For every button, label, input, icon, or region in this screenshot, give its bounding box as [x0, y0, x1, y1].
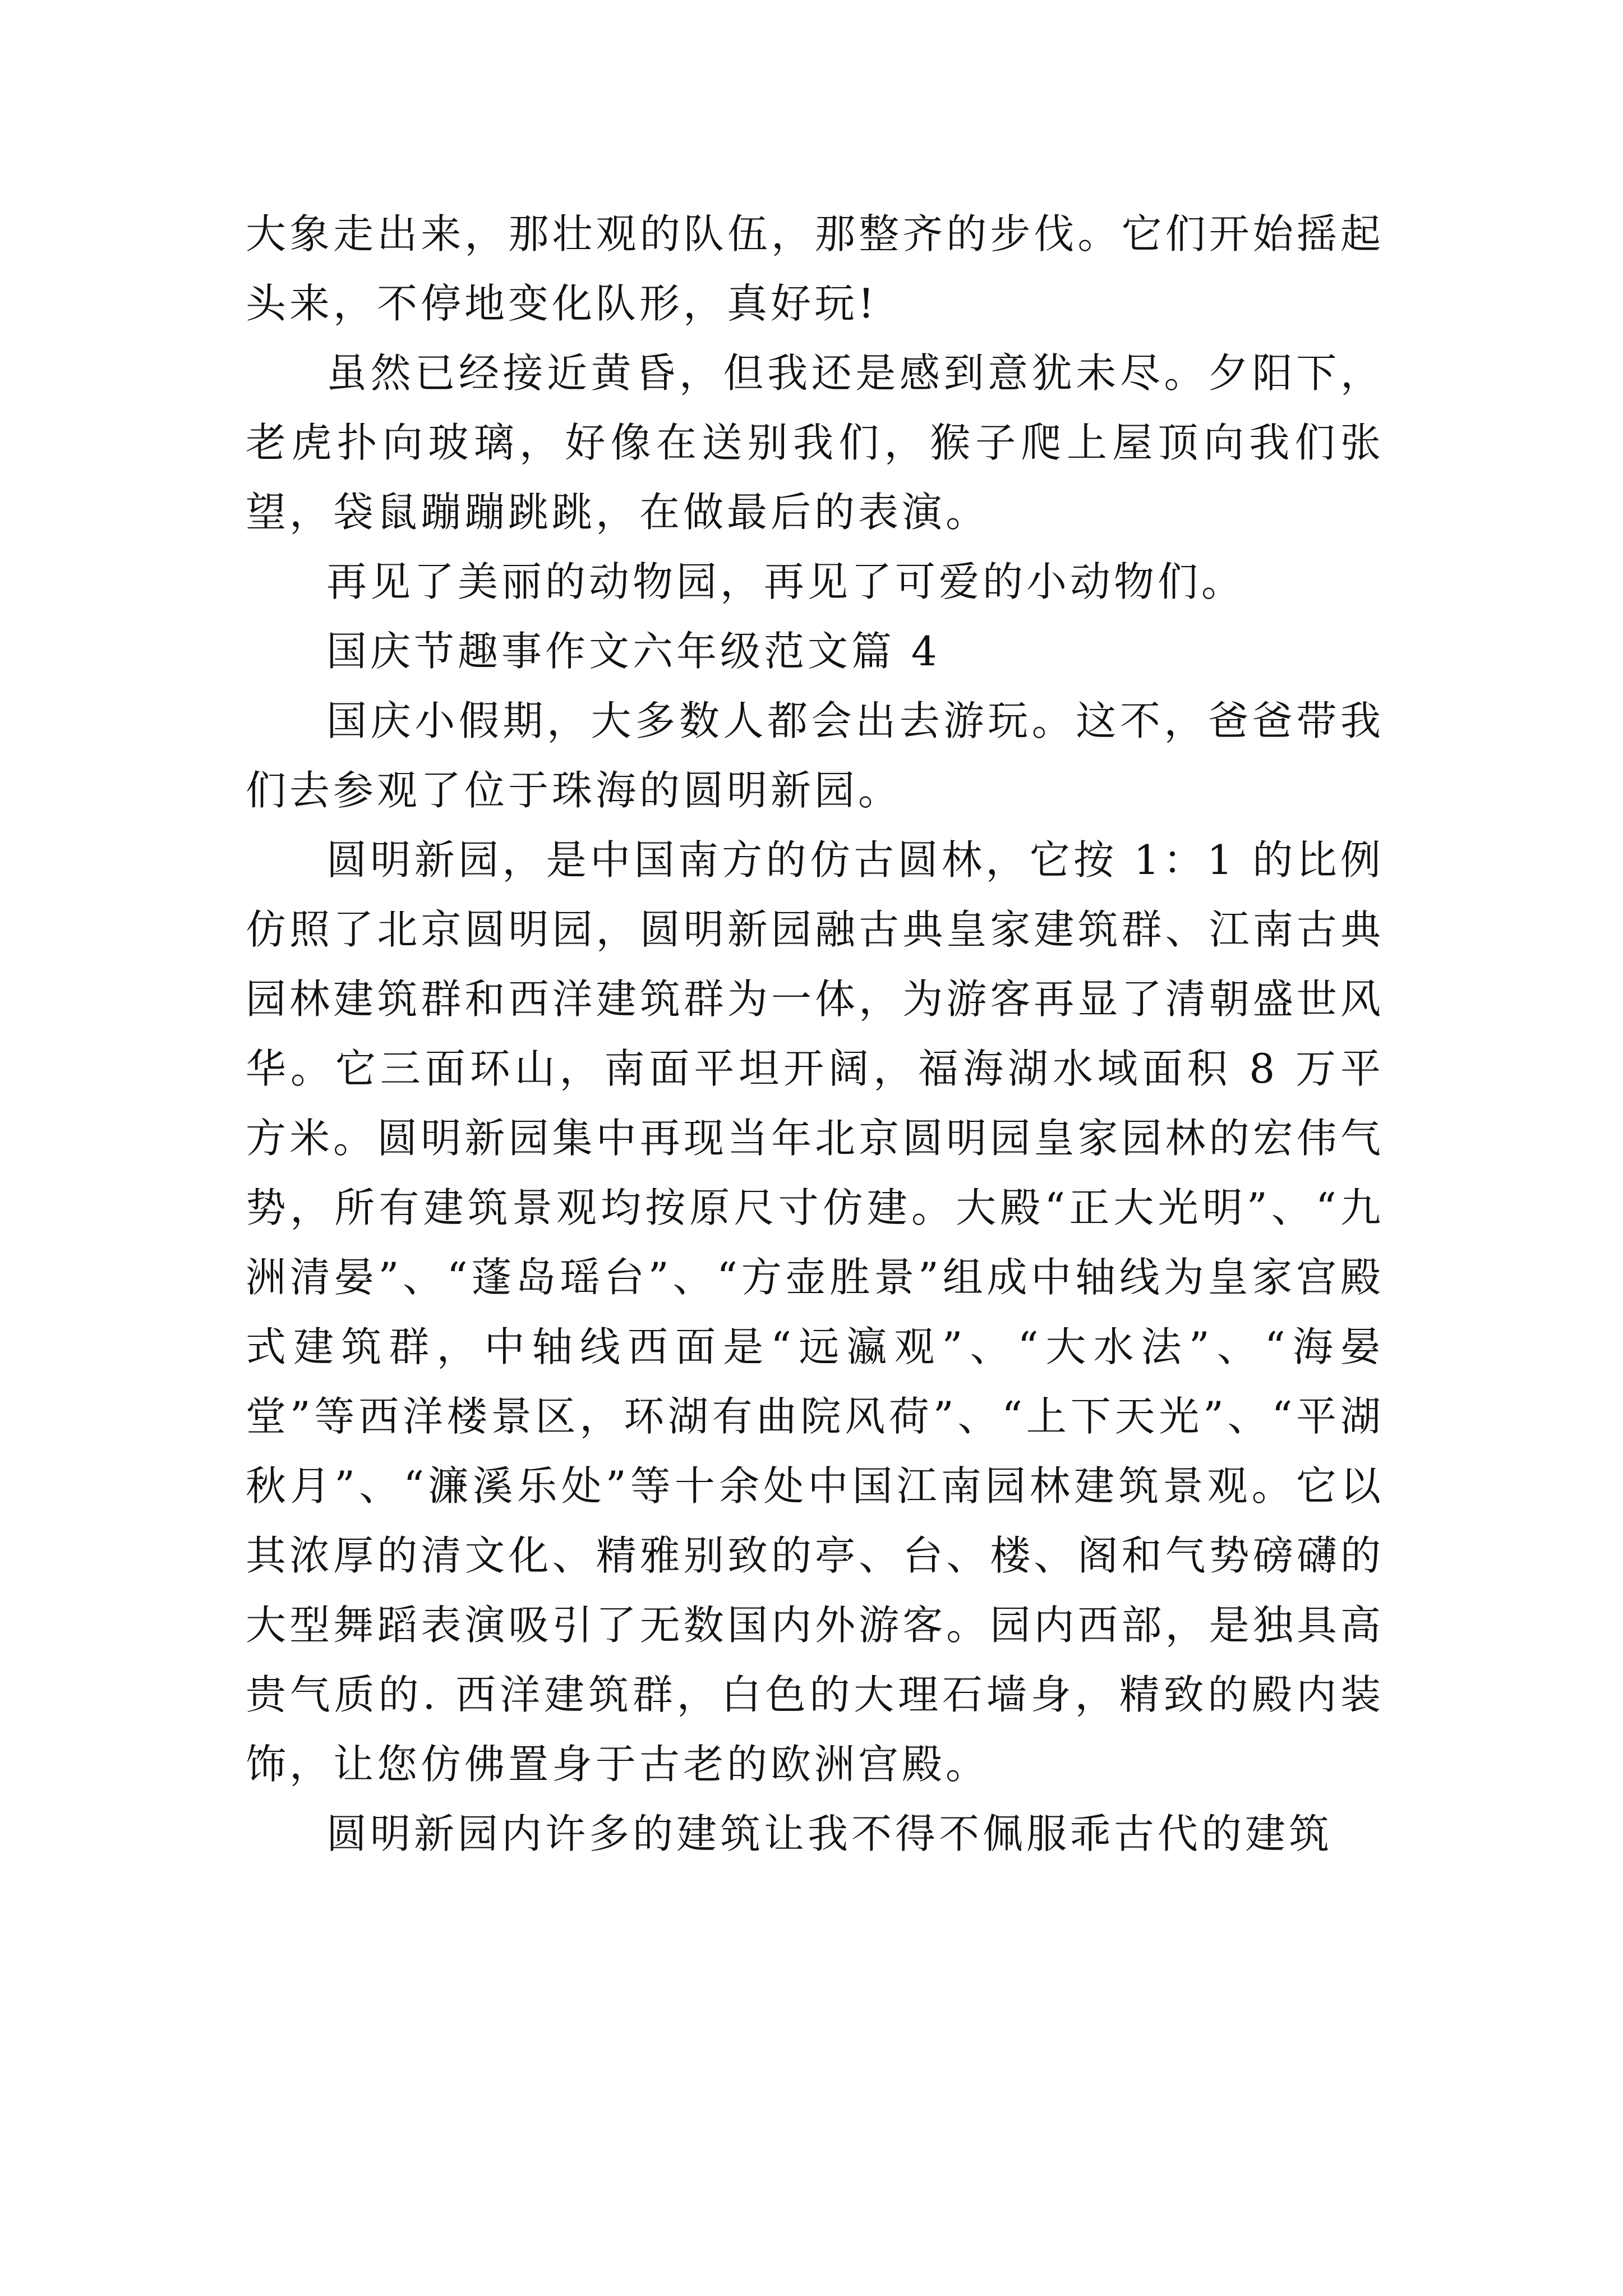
paragraph-dusk: 虽然已经接近黄昏，但我还是感到意犹未尽。夕阳下，老虎扑向玻璃，好像在送别我们，猴子爬上屋顶向我们张望，袋鼠蹦蹦跳跳，在做最后的表演。: [246, 349, 1384, 536]
paragraph-farewell: 再见了美丽的动物园，再见了可爱的小动物们。: [326, 558, 1246, 605]
paragraph-holiday: 国庆小假期，大多数人都会出去游玩。这不，爸爸带我们去参观了位于珠海的圆明新园。: [246, 697, 1384, 814]
paragraph-yuanming-garden: 圆明新园，是中国南方的仿古圆林，它按 1：1 的比例仿照了北京圆明园，圆明新园融古典皇家建筑群、江南古典园林建筑群和西洋建筑群为一体，为游客再显了清朝盛世风华。它三面环山，南面平坦开阔，福海湖水域面积 8 万平方米。圆明新园集中再现当年北京圆明园皇家园林的宏伟气势，所有建筑景观均按原尺寸仿建。大殿“正大光明”、“九洲清晏”、“蓬岛瑶台”、“方壶胜景”组成中轴线为皇家宫殿式建筑群，中轴线西面是“远瀛观”、“大水法”、“海晏堂”等西洋楼景区，环湖有曲院风荷”、“上下天光”、“平湖秋月”、“濂溪乐处”等十余处中国江南园林建筑景观。它以其浓厚的清文化、精雅别致的亭、台、楼、阁和气势磅礴的大型舞蹈表演吸引了无数国内外游客。园内西部，是独具高贵气质的. 西洋建筑群，白色的大理石墙身，精致的殿内装饰，让您仿佛置身于古老的欧洲宫殿。: [246, 836, 1384, 1788]
section-heading: 国庆节趣事作文六年级范文篇 4: [326, 628, 940, 675]
paragraph-continuation: 大象走出来，那壮观的队伍，那整齐的步伐。它们开始摇起头来，不停地变化队形，真好玩!: [246, 210, 1384, 327]
document-body: [246, 199, 1384, 1869]
paragraph-architecture: 圆明新园内许多的建筑让我不得不佩服乖古代的建筑: [326, 1810, 1333, 1857]
